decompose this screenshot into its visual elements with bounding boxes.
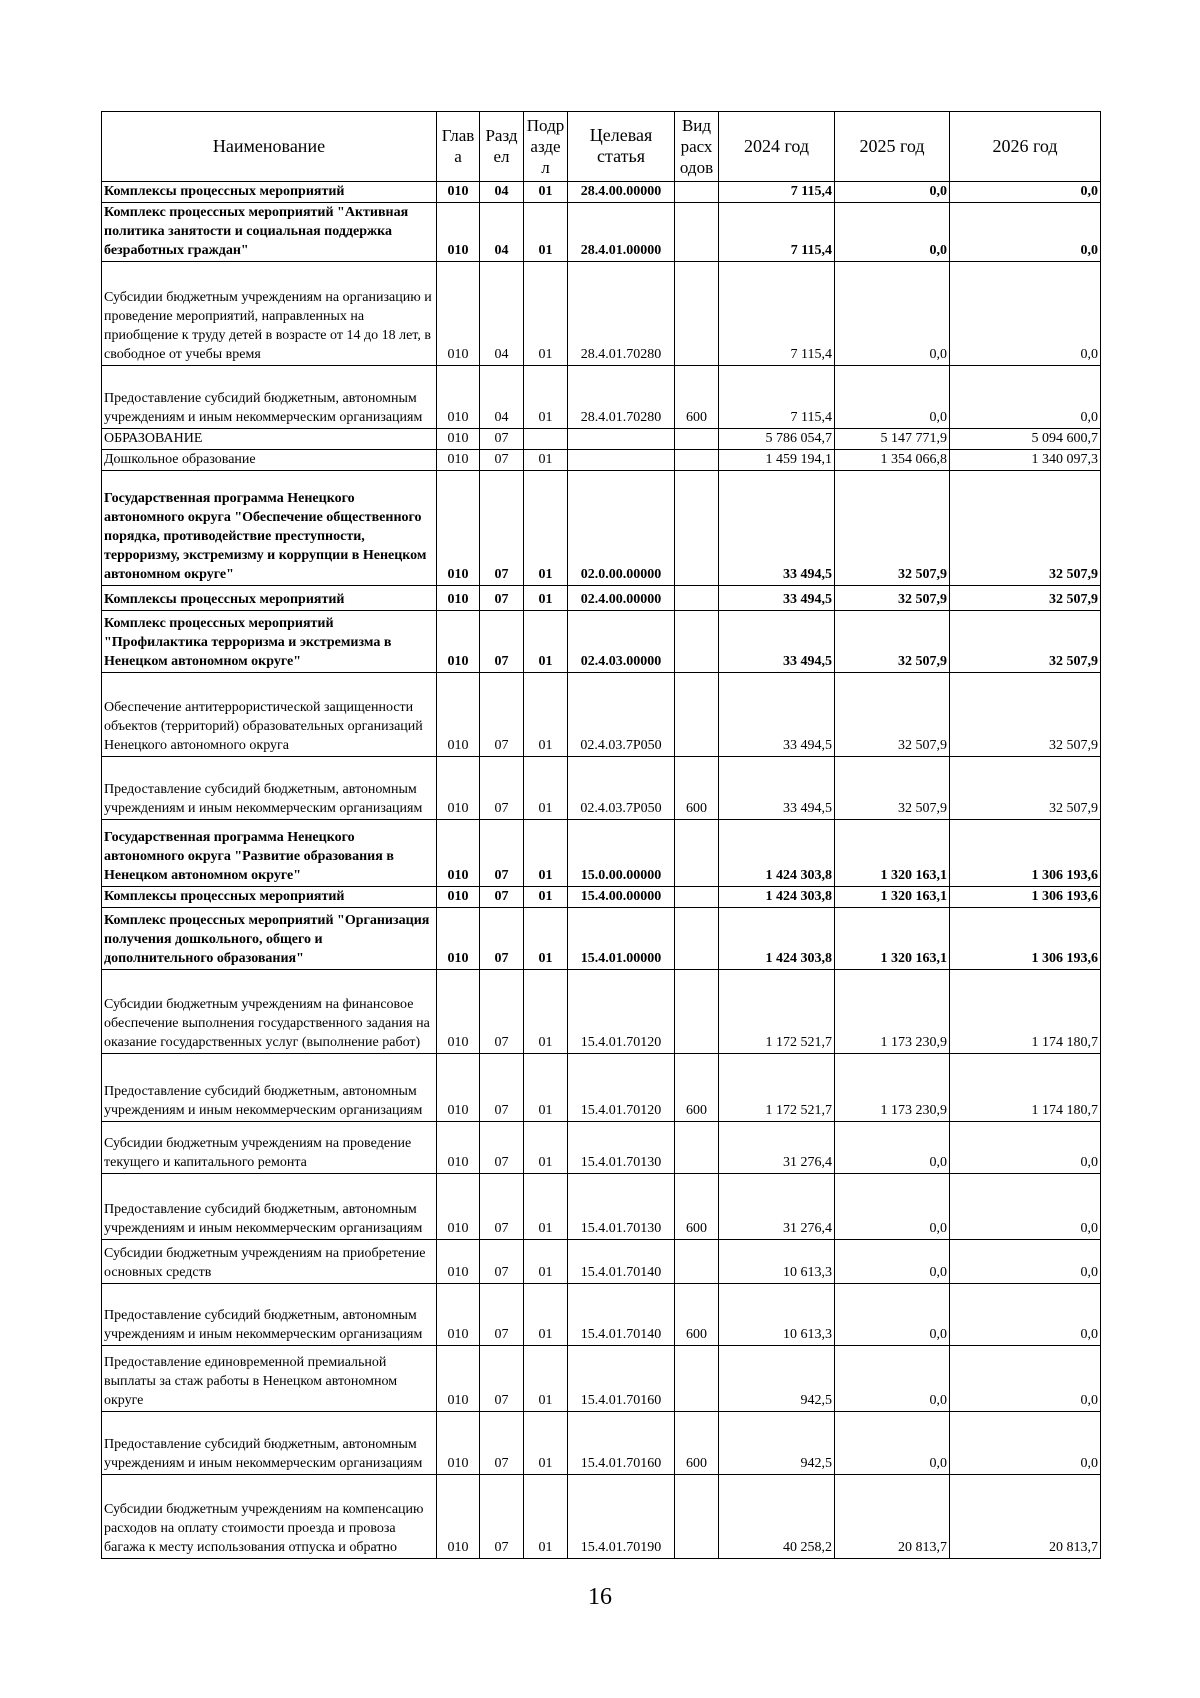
row-podrazdel: 01 [524, 1475, 568, 1559]
table-header-row [102, 112, 1101, 182]
row-vid-rashodov [675, 611, 719, 673]
row-2024: 33 494,5 [719, 757, 835, 820]
row-glava: 010 [437, 820, 480, 887]
row-2025: 0,0 [835, 1412, 950, 1475]
table-row [102, 262, 1101, 366]
row-2025: 0,0 [835, 366, 950, 429]
row-2026: 1 306 193,6 [950, 908, 1101, 970]
row-glava: 010 [437, 1412, 480, 1475]
row-podrazdel: 01 [524, 586, 568, 611]
row-glava: 010 [437, 586, 480, 611]
row-vid-rashodov: 600 [675, 1284, 719, 1346]
row-2026: 32 507,9 [950, 673, 1101, 757]
row-vid-rashodov [675, 203, 719, 262]
row-name: Комплекс процессных мероприятий "Профилактика терроризма и экстремизма в Ненецком автономном округе" [102, 611, 437, 673]
row-celevaya-statya: 15.4.01.70130 [568, 1122, 675, 1174]
row-glava: 010 [437, 887, 480, 908]
row-2025: 0,0 [835, 262, 950, 366]
row-celevaya-statya: 28.4.01.70280 [568, 366, 675, 429]
row-2026: 0,0 [950, 1412, 1101, 1475]
row-podrazdel: 01 [524, 887, 568, 908]
row-2025: 32 507,9 [835, 611, 950, 673]
row-celevaya-statya: 02.0.00.00000 [568, 471, 675, 586]
row-glava: 010 [437, 1122, 480, 1174]
row-razdel: 04 [480, 366, 524, 429]
row-podrazdel: 01 [524, 1174, 568, 1240]
row-2024: 7 115,4 [719, 262, 835, 366]
table-row [102, 887, 1101, 908]
row-2024: 33 494,5 [719, 673, 835, 757]
row-celevaya-statya: 15.0.00.00000 [568, 820, 675, 887]
row-2026: 0,0 [950, 1346, 1101, 1412]
page-number: 16 [588, 1584, 612, 1610]
row-vid-rashodov: 600 [675, 1412, 719, 1475]
row-razdel: 04 [480, 262, 524, 366]
row-2026: 0,0 [950, 262, 1101, 366]
table-row [102, 1284, 1101, 1346]
row-name: Предоставление субсидий бюджетным, автономным учреждениям и иным некоммерческим организациям [102, 1174, 437, 1240]
row-name: Государственная программа Ненецкого автономного округа "Обеспечение общественного порядка, противодействие преступности, терроризму, экстремизму и коррупции в Ненецком автономном округе" [102, 471, 437, 586]
row-2026: 1 174 180,7 [950, 970, 1101, 1054]
row-razdel: 07 [480, 450, 524, 471]
row-razdel: 07 [480, 586, 524, 611]
row-vid-rashodov [675, 450, 719, 471]
row-2024: 7 115,4 [719, 203, 835, 262]
row-podrazdel: 01 [524, 673, 568, 757]
row-2024: 33 494,5 [719, 471, 835, 586]
row-podrazdel: 01 [524, 471, 568, 586]
row-celevaya-statya: 15.4.01.00000 [568, 908, 675, 970]
row-name: Предоставление субсидий бюджетным, автономным учреждениям и иным некоммерческим организациям [102, 1412, 437, 1475]
row-2025: 32 507,9 [835, 673, 950, 757]
row-glava: 010 [437, 262, 480, 366]
row-glava: 010 [437, 1346, 480, 1412]
row-2026: 0,0 [950, 1174, 1101, 1240]
table-row [102, 450, 1101, 471]
row-2026: 0,0 [950, 1240, 1101, 1284]
row-podrazdel: 01 [524, 1412, 568, 1475]
table-row [102, 970, 1101, 1054]
table-row [102, 182, 1101, 203]
row-razdel: 07 [480, 1174, 524, 1240]
row-2025: 1 354 066,8 [835, 450, 950, 471]
table-row [102, 1412, 1101, 1475]
row-2024: 7 115,4 [719, 182, 835, 203]
row-2025: 0,0 [835, 1284, 950, 1346]
row-glava: 010 [437, 908, 480, 970]
row-vid-rashodov [675, 1346, 719, 1412]
row-name: Комплекс процессных мероприятий "Организация получения дошкольного, общего и дополнительного образования" [102, 908, 437, 970]
row-name: Предоставление субсидий бюджетным, автономным учреждениям и иным некоммерческим организациям [102, 757, 437, 820]
row-2026: 1 306 193,6 [950, 820, 1101, 887]
row-name: Предоставление субсидий бюджетным, автономным учреждениям и иным некоммерческим организациям [102, 1054, 437, 1122]
row-glava: 010 [437, 970, 480, 1054]
row-celevaya-statya: 15.4.01.70140 [568, 1284, 675, 1346]
header-celevaya-statya: Целевая статья [568, 112, 675, 182]
row-vid-rashodov [675, 887, 719, 908]
row-celevaya-statya: 28.4.00.00000 [568, 182, 675, 203]
row-name: Комплексы процессных мероприятий [102, 182, 437, 203]
table-row [102, 203, 1101, 262]
row-2024: 1 424 303,8 [719, 820, 835, 887]
row-celevaya-statya: 28.4.01.70280 [568, 262, 675, 366]
header-2025: 2025 год [835, 112, 950, 182]
row-celevaya-statya: 15.4.01.70160 [568, 1346, 675, 1412]
table-row [102, 1346, 1101, 1412]
row-razdel: 07 [480, 908, 524, 970]
row-name: ОБРАЗОВАНИЕ [102, 429, 437, 450]
row-glava: 010 [437, 366, 480, 429]
row-glava: 010 [437, 757, 480, 820]
row-podrazdel: 01 [524, 1346, 568, 1412]
row-name: Предоставление субсидий бюджетным, автономным учреждениям и иным некоммерческим организациям [102, 1284, 437, 1346]
row-name: Субсидии бюджетным учреждениям на проведение текущего и капитального ремонта [102, 1122, 437, 1174]
row-celevaya-statya: 02.4.03.00000 [568, 611, 675, 673]
header-glava: Глав а [437, 112, 480, 182]
row-razdel: 07 [480, 887, 524, 908]
row-vid-rashodov [675, 1475, 719, 1559]
row-vid-rashodov [675, 262, 719, 366]
row-2025: 5 147 771,9 [835, 429, 950, 450]
table-row [102, 429, 1101, 450]
row-name: Предоставление единовременной премиальной выплаты за стаж работы в Ненецком автономном округе [102, 1346, 437, 1412]
row-2024: 5 786 054,7 [719, 429, 835, 450]
row-2025: 0,0 [835, 182, 950, 203]
row-podrazdel: 01 [524, 1122, 568, 1174]
table-row [102, 366, 1101, 429]
row-vid-rashodov [675, 1122, 719, 1174]
row-celevaya-statya: 15.4.01.70160 [568, 1412, 675, 1475]
row-podrazdel: 01 [524, 1054, 568, 1122]
row-vid-rashodov [675, 673, 719, 757]
row-celevaya-statya: 02.4.03.7P050 [568, 757, 675, 820]
row-2024: 942,5 [719, 1412, 835, 1475]
row-celevaya-statya: 15.4.00.00000 [568, 887, 675, 908]
row-vid-rashodov [675, 182, 719, 203]
row-2026: 32 507,9 [950, 471, 1101, 586]
row-glava: 010 [437, 182, 480, 203]
header-podrazdel: Подр азде л [524, 112, 568, 182]
row-razdel: 07 [480, 1475, 524, 1559]
row-2025: 1 173 230,9 [835, 970, 950, 1054]
row-2026: 32 507,9 [950, 586, 1101, 611]
row-2024: 31 276,4 [719, 1174, 835, 1240]
row-name: Субсидии бюджетным учреждениям на организацию и проведение мероприятий, направленных на приобщение к труду детей в возрасте от 14 до 18 лет, в свободное от учебы время [102, 262, 437, 366]
row-celevaya-statya [568, 429, 675, 450]
row-2024: 33 494,5 [719, 611, 835, 673]
table-row [102, 1174, 1101, 1240]
row-name: Предоставление субсидий бюджетным, автономным учреждениям и иным некоммерческим организациям [102, 366, 437, 429]
row-glava: 010 [437, 1475, 480, 1559]
row-2025: 1 320 163,1 [835, 887, 950, 908]
row-vid-rashodov: 600 [675, 366, 719, 429]
table-row [102, 1054, 1101, 1122]
row-podrazdel: 01 [524, 182, 568, 203]
table-row [102, 820, 1101, 887]
row-vid-rashodov: 600 [675, 757, 719, 820]
row-razdel: 07 [480, 820, 524, 887]
row-2024: 7 115,4 [719, 366, 835, 429]
row-2026: 0,0 [950, 182, 1101, 203]
row-2026: 20 813,7 [950, 1475, 1101, 1559]
row-2024: 1 424 303,8 [719, 887, 835, 908]
row-glava: 010 [437, 450, 480, 471]
table-row [102, 1122, 1101, 1174]
row-vid-rashodov [675, 908, 719, 970]
row-name: Субсидии бюджетным учреждениям на финансовое обеспечение выполнения государственного задания на оказание государственных услуг (выполнение работ) [102, 970, 437, 1054]
row-vid-rashodov [675, 471, 719, 586]
row-podrazdel: 01 [524, 820, 568, 887]
row-2025: 0,0 [835, 1346, 950, 1412]
table-row [102, 611, 1101, 673]
row-2025: 0,0 [835, 1174, 950, 1240]
row-2025: 0,0 [835, 1122, 950, 1174]
row-razdel: 07 [480, 471, 524, 586]
row-2024: 10 613,3 [719, 1240, 835, 1284]
row-vid-rashodov [675, 1240, 719, 1284]
row-glava: 010 [437, 673, 480, 757]
row-podrazdel: 01 [524, 203, 568, 262]
row-podrazdel: 01 [524, 366, 568, 429]
row-2024: 40 258,2 [719, 1475, 835, 1559]
row-celevaya-statya: 28.4.01.00000 [568, 203, 675, 262]
row-2025: 1 173 230,9 [835, 1054, 950, 1122]
row-2024: 942,5 [719, 1346, 835, 1412]
row-vid-rashodov: 600 [675, 1174, 719, 1240]
table-row [102, 586, 1101, 611]
row-razdel: 04 [480, 203, 524, 262]
row-name: Субсидии бюджетным учреждениям на приобретение основных средств [102, 1240, 437, 1284]
row-name: Государственная программа Ненецкого автономного округа "Развитие образования в Ненецком автономном округе" [102, 820, 437, 887]
header-razdel: Разд ел [480, 112, 524, 182]
row-name: Комплексы процессных мероприятий [102, 887, 437, 908]
row-2024: 33 494,5 [719, 586, 835, 611]
row-glava: 010 [437, 1174, 480, 1240]
row-vid-rashodov [675, 820, 719, 887]
row-razdel: 07 [480, 1240, 524, 1284]
row-podrazdel: 01 [524, 262, 568, 366]
row-2024: 31 276,4 [719, 1122, 835, 1174]
row-2024: 1 172 521,7 [719, 1054, 835, 1122]
row-glava: 010 [437, 429, 480, 450]
row-podrazdel: 01 [524, 450, 568, 471]
row-razdel: 07 [480, 1284, 524, 1346]
row-glava: 010 [437, 611, 480, 673]
row-2025: 32 507,9 [835, 757, 950, 820]
row-glava: 010 [437, 471, 480, 586]
header-2026: 2026 год [950, 112, 1101, 182]
row-vid-rashodov [675, 586, 719, 611]
row-glava: 010 [437, 1054, 480, 1122]
row-2025: 20 813,7 [835, 1475, 950, 1559]
budget-table [101, 111, 1101, 1559]
row-celevaya-statya: 02.4.00.00000 [568, 586, 675, 611]
row-celevaya-statya: 15.4.01.70120 [568, 970, 675, 1054]
row-name: Субсидии бюджетным учреждениям на компенсацию расходов на оплату стоимости проезда и провоза багажа к месту использования отпуска и обратно [102, 1475, 437, 1559]
row-2025: 0,0 [835, 1240, 950, 1284]
row-vid-rashodov [675, 970, 719, 1054]
header-2024: 2024 год [719, 112, 835, 182]
row-2026: 0,0 [950, 203, 1101, 262]
table-row [102, 1475, 1101, 1559]
row-podrazdel: 01 [524, 970, 568, 1054]
row-2025: 32 507,9 [835, 471, 950, 586]
row-2026: 32 507,9 [950, 611, 1101, 673]
row-razdel: 07 [480, 757, 524, 820]
row-celevaya-statya: 15.4.01.70130 [568, 1174, 675, 1240]
table-row [102, 1240, 1101, 1284]
row-2025: 1 320 163,1 [835, 908, 950, 970]
row-2026: 1 306 193,6 [950, 887, 1101, 908]
row-2025: 0,0 [835, 203, 950, 262]
row-2026: 32 507,9 [950, 757, 1101, 820]
row-2026: 0,0 [950, 1284, 1101, 1346]
row-name: Комплексы процессных мероприятий [102, 586, 437, 611]
row-name: Дошкольное образование [102, 450, 437, 471]
row-razdel: 07 [480, 970, 524, 1054]
row-2026: 0,0 [950, 1122, 1101, 1174]
row-2024: 10 613,3 [719, 1284, 835, 1346]
row-2025: 32 507,9 [835, 586, 950, 611]
row-2025: 1 320 163,1 [835, 820, 950, 887]
row-celevaya-statya [568, 450, 675, 471]
row-celevaya-statya: 15.4.01.70140 [568, 1240, 675, 1284]
row-2024: 1 424 303,8 [719, 908, 835, 970]
row-razdel: 04 [480, 182, 524, 203]
row-celevaya-statya: 02.4.03.7P050 [568, 673, 675, 757]
row-podrazdel: 01 [524, 757, 568, 820]
row-2024: 1 459 194,1 [719, 450, 835, 471]
row-celevaya-statya: 15.4.01.70120 [568, 1054, 675, 1122]
header-vid-rashodov: Вид расх одов [675, 112, 719, 182]
row-name: Комплекс процессных мероприятий "Активная политика занятости и социальная поддержка безработных граждан" [102, 203, 437, 262]
row-2026: 0,0 [950, 366, 1101, 429]
row-razdel: 07 [480, 1346, 524, 1412]
table-row [102, 471, 1101, 586]
row-razdel: 07 [480, 429, 524, 450]
row-podrazdel [524, 429, 568, 450]
row-razdel: 07 [480, 611, 524, 673]
row-celevaya-statya: 15.4.01.70190 [568, 1475, 675, 1559]
row-2026: 1 174 180,7 [950, 1054, 1101, 1122]
row-podrazdel: 01 [524, 908, 568, 970]
row-vid-rashodov [675, 429, 719, 450]
row-glava: 010 [437, 1240, 480, 1284]
row-razdel: 07 [480, 673, 524, 757]
row-podrazdel: 01 [524, 1240, 568, 1284]
row-name: Обеспечение антитеррористической защищенности объектов (территорий) образовательных организаций Ненецкого автономного округа [102, 673, 437, 757]
row-vid-rashodov: 600 [675, 1054, 719, 1122]
row-glava: 010 [437, 203, 480, 262]
row-podrazdel: 01 [524, 1284, 568, 1346]
row-razdel: 07 [480, 1412, 524, 1475]
table-row [102, 908, 1101, 970]
row-glava: 010 [437, 1284, 480, 1346]
row-podrazdel: 01 [524, 611, 568, 673]
row-2024: 1 172 521,7 [719, 970, 835, 1054]
row-razdel: 07 [480, 1122, 524, 1174]
table-row [102, 757, 1101, 820]
row-razdel: 07 [480, 1054, 524, 1122]
row-2026: 5 094 600,7 [950, 429, 1101, 450]
row-2026: 1 340 097,3 [950, 450, 1101, 471]
header-name: Наименование [102, 112, 437, 182]
table-row [102, 673, 1101, 757]
